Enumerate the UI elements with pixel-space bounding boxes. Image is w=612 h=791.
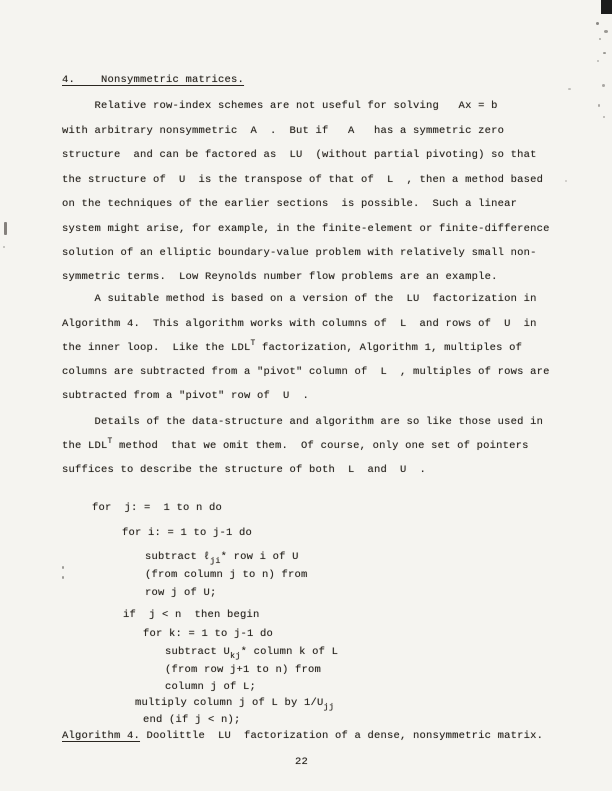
code-line: [135, 697, 334, 710]
scan-artifact: [603, 52, 606, 54]
code-line: (from row j+1 to n) from: [165, 664, 322, 676]
text-segment: method that we omit them. Of course, only one set of pointers: [112, 440, 529, 452]
section-heading: 4. Nonsymmetric matrices.: [62, 74, 245, 86]
paragraph-line: on the techniques of the earlier sections is possible. Such a linear: [62, 198, 518, 210]
caption-text: Doolittle LU factorization of a dense, nonsymmetric matrix.: [140, 730, 544, 742]
text-segment: factorization, Algorithm 1, multiples of: [255, 342, 523, 354]
scan-artifact: [568, 88, 571, 90]
scan-artifact: [599, 38, 601, 40]
subscript: ji: [210, 556, 221, 566]
code-line: column j of L;: [165, 681, 257, 693]
scan-artifact: [4, 222, 7, 235]
scan-artifact: [597, 60, 599, 62]
code-line: for k: = 1 to j-1 do: [143, 628, 274, 640]
code-line: [165, 646, 338, 659]
scan-artifact: [603, 116, 605, 118]
paragraph-line: Relative row-index schemes are not useful for solving Ax = b: [62, 100, 498, 112]
scan-artifact: [601, 0, 612, 14]
paragraph-line: columns are subtracted from a "pivot" column of L , multiples of rows are: [62, 366, 550, 378]
paragraph-line: subtracted from a "pivot" row of U .: [62, 390, 310, 402]
code-line: for j: = 1 to n do: [92, 502, 223, 514]
paragraph-line: the structure of U is the transpose of that of L , then a method based: [62, 174, 544, 186]
code-line: (from column j to n) from: [145, 569, 308, 581]
code-line: [145, 551, 299, 564]
text-segment: the inner loop. Like the LDL: [62, 342, 251, 354]
paragraph-line: solution of an elliptic boundary-value problem with relatively small non-: [62, 247, 537, 259]
code-line: end (if j < n);: [143, 714, 241, 726]
paragraph-line: suffices to describe the structure of both L and U .: [62, 464, 427, 476]
text-segment: subtract U: [165, 646, 231, 658]
text-segment: multiply column j of L by 1/U: [135, 697, 324, 709]
algorithm-caption: [62, 730, 543, 743]
paragraph-line: symmetric terms. Low Reynolds number flow problems are an example.: [62, 271, 498, 283]
text-segment: * row i of U: [220, 551, 299, 563]
text-segment: the LDL: [62, 440, 108, 452]
paragraph-line: structure and can be factored as LU (without partial pivoting) so that: [62, 149, 537, 161]
scan-artifact: [598, 104, 600, 107]
scan-artifact: [565, 180, 567, 182]
scan-artifact: [62, 576, 64, 579]
code-line: row j of U;: [145, 587, 217, 599]
scan-artifact: [3, 246, 5, 248]
text-segment: * column k of L: [240, 646, 339, 658]
text-segment: subtract ℓ: [145, 551, 211, 563]
paragraph-line: [62, 437, 529, 453]
scan-artifact: [602, 84, 605, 87]
paragraph-line: Details of the data-structure and algorithm are so like those used in: [62, 416, 544, 428]
scan-artifact: [62, 566, 64, 569]
paragraph-line: [62, 339, 523, 355]
scan-artifact: [604, 30, 608, 33]
paragraph-line: system might arise, for example, in the finite-element or finite-difference: [62, 223, 550, 235]
paragraph-line: Algorithm 4. This algorithm works with columns of L and rows of U in: [62, 318, 537, 330]
paragraph-line: with arbitrary nonsymmetric A . But if A has a symmetric zero: [62, 125, 505, 137]
page-number: 22: [295, 756, 309, 768]
paragraph-line: A suitable method is based on a version of the LU factorization in: [62, 293, 537, 305]
code-line: for i: = 1 to j-1 do: [122, 527, 253, 539]
superscript-t: T: [107, 437, 113, 446]
scan-artifact: [596, 22, 599, 25]
caption-label: Algorithm 4.: [62, 730, 141, 742]
superscript-t: T: [250, 339, 256, 348]
code-line: if j < n then begin: [123, 609, 260, 621]
subscript: kj: [230, 651, 241, 661]
subscript: jj: [323, 702, 335, 712]
